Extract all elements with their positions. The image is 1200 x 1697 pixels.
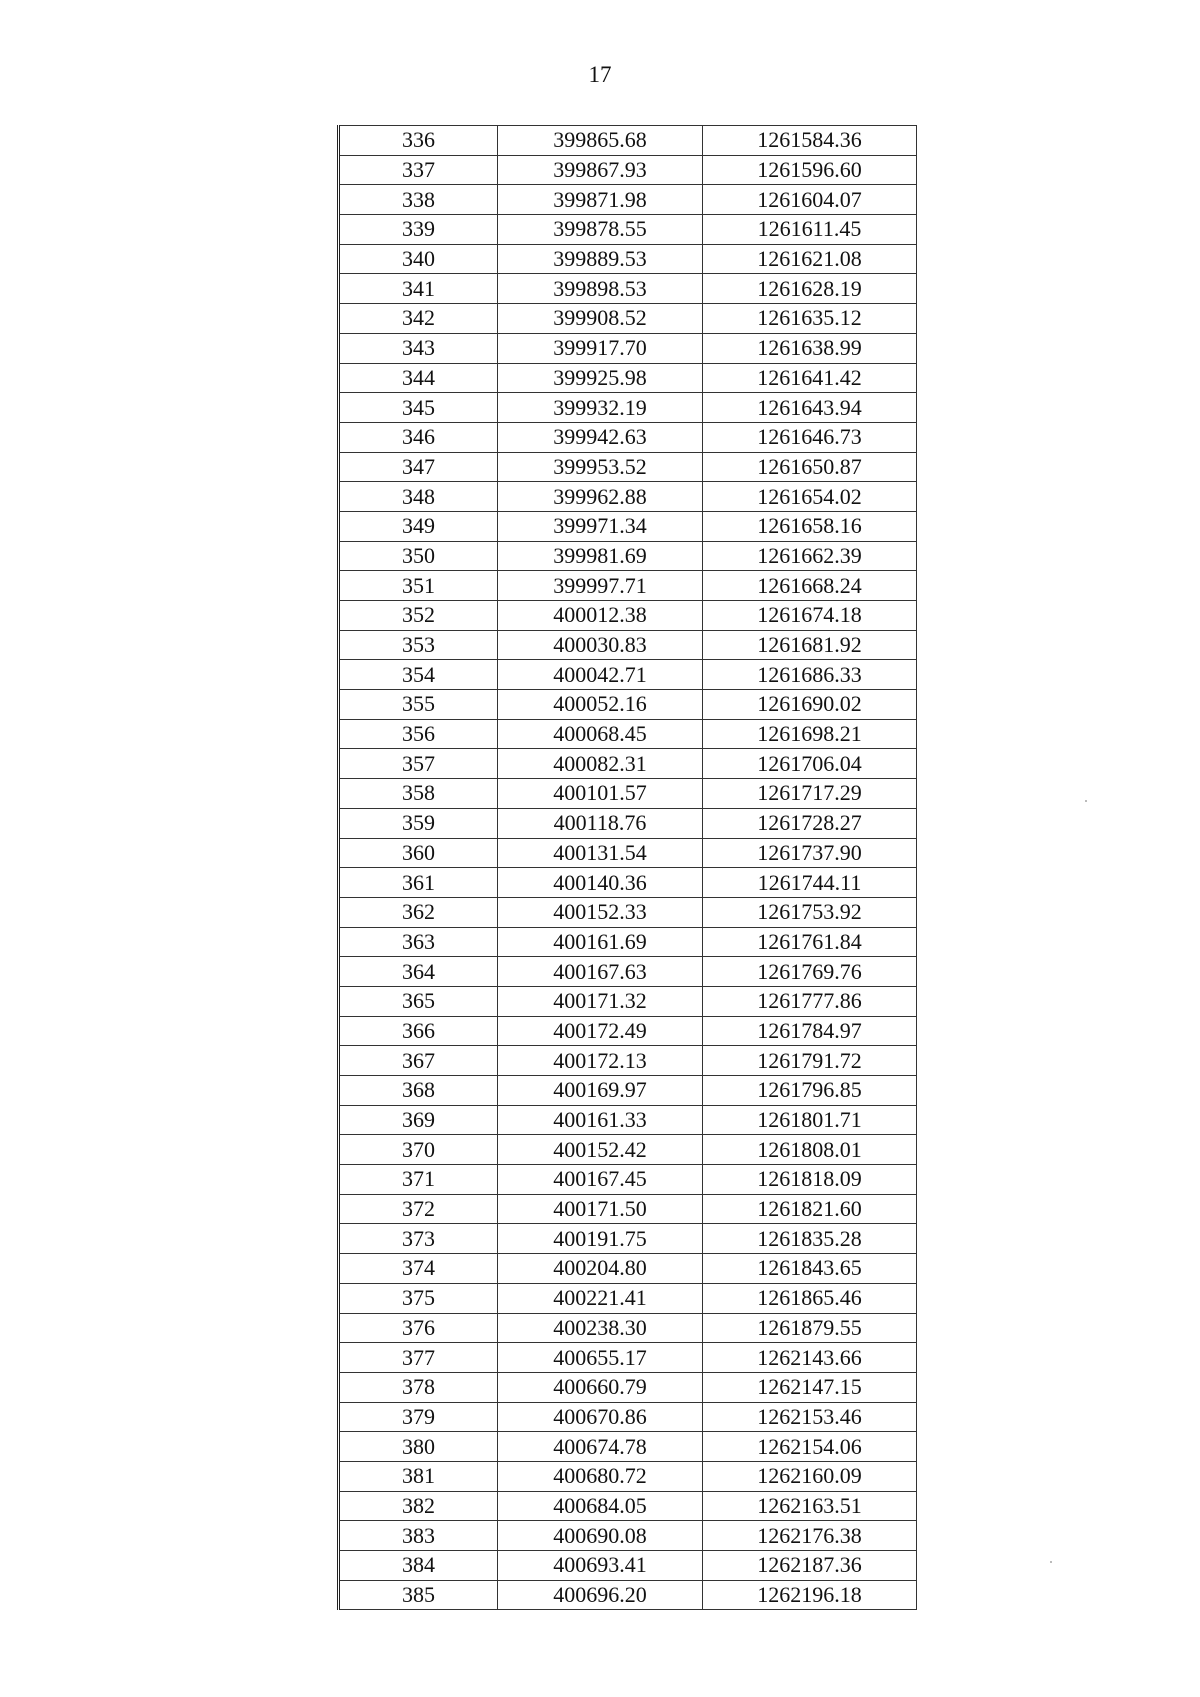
x-coordinate-cell: 400171.32 [498,986,703,1016]
point-number-cell: 374 [339,1254,498,1284]
point-number-cell: 375 [339,1283,498,1313]
table-row [339,541,917,571]
x-coordinate-cell: 399871.98 [498,185,703,215]
x-coordinate-cell: 400171.50 [498,1194,703,1224]
point-number-cell: 347 [339,452,498,482]
point-number-cell: 377 [339,1343,498,1373]
point-number-cell: 365 [339,986,498,1016]
x-coordinate-cell: 400674.78 [498,1432,703,1462]
point-number-cell: 384 [339,1551,498,1581]
x-coordinate-cell: 400167.45 [498,1165,703,1195]
x-coordinate-cell: 399942.63 [498,422,703,452]
table-row [339,1491,917,1521]
x-coordinate-cell: 399925.98 [498,363,703,393]
point-number-cell: 340 [339,244,498,274]
y-coordinate-cell: 1261635.12 [703,304,917,334]
y-coordinate-cell: 1261843.65 [703,1254,917,1284]
x-coordinate-cell: 400680.72 [498,1461,703,1491]
y-coordinate-cell: 1261654.02 [703,482,917,512]
y-coordinate-cell: 1261668.24 [703,571,917,601]
x-coordinate-cell: 400118.76 [498,808,703,838]
x-coordinate-cell: 399917.70 [498,333,703,363]
table-row [339,808,917,838]
table-row [339,244,917,274]
point-number-cell: 350 [339,541,498,571]
table-row [339,155,917,185]
table-row [339,1343,917,1373]
scan-speck [1050,1561,1052,1563]
y-coordinate-cell: 1261681.92 [703,630,917,660]
x-coordinate-cell: 399953.52 [498,452,703,482]
table-row [339,1016,917,1046]
y-coordinate-cell: 1261717.29 [703,779,917,809]
table-row [339,868,917,898]
point-number-cell: 383 [339,1521,498,1551]
point-number-cell: 364 [339,957,498,987]
table-row [339,1194,917,1224]
x-coordinate-cell: 400140.36 [498,868,703,898]
x-coordinate-cell: 399997.71 [498,571,703,601]
table-row [339,185,917,215]
point-number-cell: 380 [339,1432,498,1462]
y-coordinate-cell: 1261808.01 [703,1135,917,1165]
y-coordinate-cell: 1261761.84 [703,927,917,957]
point-number-cell: 346 [339,422,498,452]
table-row [339,1224,917,1254]
point-number-cell: 353 [339,630,498,660]
x-coordinate-cell: 400670.86 [498,1402,703,1432]
table-row [339,690,917,720]
table-row [339,363,917,393]
point-number-cell: 352 [339,601,498,631]
point-number-cell: 343 [339,333,498,363]
y-coordinate-cell: 1261728.27 [703,808,917,838]
y-coordinate-cell: 1261638.99 [703,333,917,363]
table-row [339,1135,917,1165]
point-number-cell: 357 [339,749,498,779]
y-coordinate-cell: 1261628.19 [703,274,917,304]
x-coordinate-cell: 399865.68 [498,126,703,156]
table-row [339,511,917,541]
table-row [339,630,917,660]
point-number-cell: 370 [339,1135,498,1165]
table-row [339,719,917,749]
table-row [339,571,917,601]
point-number-cell: 382 [339,1491,498,1521]
y-coordinate-cell: 1261662.39 [703,541,917,571]
y-coordinate-cell: 1261604.07 [703,185,917,215]
y-coordinate-cell: 1261646.73 [703,422,917,452]
y-coordinate-cell: 1261784.97 [703,1016,917,1046]
point-number-cell: 371 [339,1165,498,1195]
table-row [339,1283,917,1313]
x-coordinate-cell: 399867.93 [498,155,703,185]
y-coordinate-cell: 1261801.71 [703,1105,917,1135]
y-coordinate-cell: 1261611.45 [703,215,917,245]
y-coordinate-cell: 1262153.46 [703,1402,917,1432]
x-coordinate-cell: 400169.97 [498,1076,703,1106]
y-coordinate-cell: 1262187.36 [703,1551,917,1581]
point-number-cell: 338 [339,185,498,215]
y-coordinate-cell: 1261621.08 [703,244,917,274]
x-coordinate-cell: 400152.42 [498,1135,703,1165]
x-coordinate-cell: 399878.55 [498,215,703,245]
point-number-cell: 381 [339,1461,498,1491]
x-coordinate-cell: 400684.05 [498,1491,703,1521]
table-row [339,1432,917,1462]
y-coordinate-cell: 1262196.18 [703,1580,917,1610]
y-coordinate-cell: 1261643.94 [703,393,917,423]
table-row [339,749,917,779]
point-number-cell: 359 [339,808,498,838]
point-number-cell: 372 [339,1194,498,1224]
point-number-cell: 361 [339,868,498,898]
x-coordinate-cell: 400131.54 [498,838,703,868]
table-row [339,986,917,1016]
point-number-cell: 348 [339,482,498,512]
point-number-cell: 345 [339,393,498,423]
table-row [339,927,917,957]
point-number-cell: 358 [339,779,498,809]
point-number-cell: 385 [339,1580,498,1610]
point-number-cell: 376 [339,1313,498,1343]
point-number-cell: 341 [339,274,498,304]
table-row [339,422,917,452]
point-number-cell: 369 [339,1105,498,1135]
y-coordinate-cell: 1261777.86 [703,986,917,1016]
y-coordinate-cell: 1261641.42 [703,363,917,393]
y-coordinate-cell: 1262176.38 [703,1521,917,1551]
y-coordinate-cell: 1261674.18 [703,601,917,631]
point-number-cell: 336 [339,126,498,156]
x-coordinate-cell: 400204.80 [498,1254,703,1284]
x-coordinate-cell: 399932.19 [498,393,703,423]
point-number-cell: 366 [339,1016,498,1046]
table-row [339,1461,917,1491]
table-row [339,1254,917,1284]
y-coordinate-cell: 1261686.33 [703,660,917,690]
x-coordinate-cell: 399898.53 [498,274,703,304]
x-coordinate-cell: 399889.53 [498,244,703,274]
point-number-cell: 354 [339,660,498,690]
y-coordinate-cell: 1261769.76 [703,957,917,987]
table-row [339,1551,917,1581]
y-coordinate-cell: 1262147.15 [703,1372,917,1402]
table-row [339,1521,917,1551]
y-coordinate-cell: 1261791.72 [703,1046,917,1076]
x-coordinate-cell: 399962.88 [498,482,703,512]
point-number-cell: 339 [339,215,498,245]
point-number-cell: 360 [339,838,498,868]
x-coordinate-cell: 399971.34 [498,511,703,541]
y-coordinate-cell: 1262143.66 [703,1343,917,1373]
coordinates-table [337,125,917,1610]
x-coordinate-cell: 400161.69 [498,927,703,957]
table-row [339,126,917,156]
coordinates-table-body [339,126,917,1610]
table-row [339,1165,917,1195]
table-row [339,838,917,868]
table-row [339,452,917,482]
point-number-cell: 349 [339,511,498,541]
x-coordinate-cell: 400161.33 [498,1105,703,1135]
point-number-cell: 344 [339,363,498,393]
table-row [339,1046,917,1076]
y-coordinate-cell: 1261658.16 [703,511,917,541]
x-coordinate-cell: 400152.33 [498,897,703,927]
y-coordinate-cell: 1262163.51 [703,1491,917,1521]
table-row [339,1076,917,1106]
x-coordinate-cell: 400238.30 [498,1313,703,1343]
x-coordinate-cell: 400012.38 [498,601,703,631]
table-row [339,274,917,304]
table-row [339,304,917,334]
point-number-cell: 356 [339,719,498,749]
y-coordinate-cell: 1262160.09 [703,1461,917,1491]
x-coordinate-cell: 400172.13 [498,1046,703,1076]
table-row [339,333,917,363]
table-row [339,957,917,987]
y-coordinate-cell: 1261596.60 [703,155,917,185]
x-coordinate-cell: 399908.52 [498,304,703,334]
x-coordinate-cell: 400042.71 [498,660,703,690]
x-coordinate-cell: 400693.41 [498,1551,703,1581]
table-row [339,482,917,512]
x-coordinate-cell: 400696.20 [498,1580,703,1610]
point-number-cell: 373 [339,1224,498,1254]
point-number-cell: 368 [339,1076,498,1106]
point-number-cell: 367 [339,1046,498,1076]
table-row [339,1580,917,1610]
table-row [339,1313,917,1343]
point-number-cell: 351 [339,571,498,601]
x-coordinate-cell: 399981.69 [498,541,703,571]
x-coordinate-cell: 400191.75 [498,1224,703,1254]
scan-speck [1085,800,1087,802]
point-number-cell: 379 [339,1402,498,1432]
table-row [339,660,917,690]
x-coordinate-cell: 400068.45 [498,719,703,749]
y-coordinate-cell: 1261744.11 [703,868,917,898]
point-number-cell: 342 [339,304,498,334]
y-coordinate-cell: 1261737.90 [703,838,917,868]
y-coordinate-cell: 1261835.28 [703,1224,917,1254]
y-coordinate-cell: 1261879.55 [703,1313,917,1343]
table-row [339,393,917,423]
y-coordinate-cell: 1261821.60 [703,1194,917,1224]
x-coordinate-cell: 400082.31 [498,749,703,779]
page-number: 17 [588,62,612,87]
table-row [339,215,917,245]
y-coordinate-cell: 1261698.21 [703,719,917,749]
point-number-cell: 337 [339,155,498,185]
y-coordinate-cell: 1261865.46 [703,1283,917,1313]
point-number-cell: 378 [339,1372,498,1402]
y-coordinate-cell: 1262154.06 [703,1432,917,1462]
point-number-cell: 362 [339,897,498,927]
x-coordinate-cell: 400172.49 [498,1016,703,1046]
table-row [339,1372,917,1402]
table-row [339,1105,917,1135]
x-coordinate-cell: 400660.79 [498,1372,703,1402]
y-coordinate-cell: 1261650.87 [703,452,917,482]
x-coordinate-cell: 400052.16 [498,690,703,720]
table-row [339,779,917,809]
x-coordinate-cell: 400690.08 [498,1521,703,1551]
y-coordinate-cell: 1261818.09 [703,1165,917,1195]
x-coordinate-cell: 400221.41 [498,1283,703,1313]
y-coordinate-cell: 1261753.92 [703,897,917,927]
y-coordinate-cell: 1261706.04 [703,749,917,779]
table-row [339,601,917,631]
y-coordinate-cell: 1261690.02 [703,690,917,720]
y-coordinate-cell: 1261796.85 [703,1076,917,1106]
x-coordinate-cell: 400101.57 [498,779,703,809]
x-coordinate-cell: 400030.83 [498,630,703,660]
x-coordinate-cell: 400167.63 [498,957,703,987]
y-coordinate-cell: 1261584.36 [703,126,917,156]
point-number-cell: 363 [339,927,498,957]
table-row [339,897,917,927]
x-coordinate-cell: 400655.17 [498,1343,703,1373]
table-row [339,1402,917,1432]
point-number-cell: 355 [339,690,498,720]
